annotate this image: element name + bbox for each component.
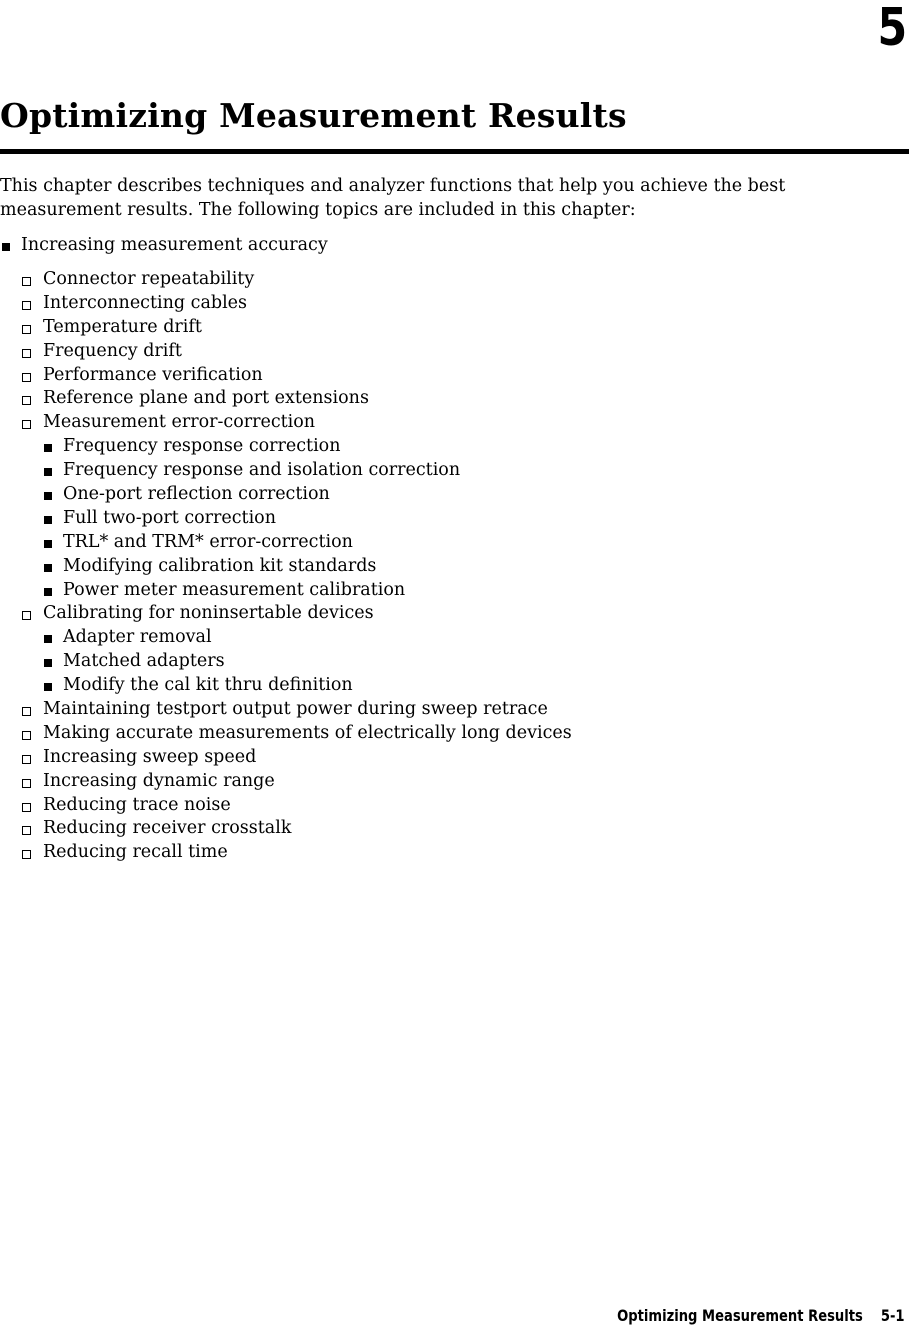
open-square-bullet-icon [22, 349, 31, 358]
intro-paragraph: This chapter describes techniques and analyzer functions that help you achieve the best measurement results. The following topics are included in this chapter: [0, 176, 786, 220]
filled-square-bullet-icon [44, 588, 52, 596]
open-square-bullet-icon [22, 826, 31, 835]
list-item [0, 364, 572, 388]
open-square-bullet-icon [22, 779, 31, 788]
list-item [0, 387, 572, 411]
list-item-text: Reducing recall time [43, 842, 228, 863]
open-square-bullet-icon [22, 755, 31, 764]
filled-square-bullet-icon [44, 492, 52, 500]
topic-list [0, 234, 572, 865]
list-item [0, 483, 572, 507]
list-item [0, 316, 572, 340]
list-item-text: Frequency response correction [63, 436, 341, 457]
list-item [0, 817, 572, 841]
list-item [0, 435, 572, 459]
list-item-text: Increasing sweep speed [43, 746, 257, 767]
list-item [0, 626, 572, 650]
chapter-title: Optimizing Measurement Results [0, 96, 627, 135]
list-item [0, 579, 572, 603]
list-item [0, 698, 572, 722]
list-item-text: Power meter measurement calibration [63, 579, 406, 600]
list-item-text: TRL* and TRM* error-correction [63, 531, 353, 552]
list-item-text: Modifying calibration kit standards [63, 555, 377, 576]
open-square-bullet-icon [22, 301, 31, 310]
list-item [0, 770, 572, 794]
page-number: 5-1 [881, 1306, 905, 1325]
open-square-bullet-icon [22, 277, 31, 286]
open-square-bullet-icon [22, 707, 31, 716]
list-item-text: Frequency drift [43, 340, 182, 361]
list-item [0, 340, 572, 364]
list-item [0, 841, 572, 865]
open-square-bullet-icon [22, 731, 31, 740]
footer-section-title: Optimizing Measurement Results [617, 1306, 864, 1325]
list-item-text: Increasing dynamic range [43, 770, 275, 791]
list-item [0, 268, 572, 292]
title-rule [0, 149, 909, 154]
list-item-text: Full two-port correction [63, 507, 276, 528]
list-item [0, 555, 572, 579]
filled-square-bullet-icon [44, 468, 52, 476]
list-item-text: Reducing trace noise [43, 794, 231, 815]
open-square-bullet-icon [22, 396, 31, 405]
list-item-text: Adapter removal [63, 627, 212, 648]
list-item-text: Maintaining testport output power during sweep retrace [43, 699, 548, 720]
filled-square-bullet-icon [44, 540, 52, 548]
open-square-bullet-icon [22, 420, 31, 429]
open-square-bullet-icon [22, 611, 31, 620]
list-item-text: Increasing measurement accuracy [21, 235, 328, 255]
list-item-text: Temperature drift [43, 316, 202, 337]
filled-square-bullet-icon [44, 635, 52, 643]
filled-square-bullet-icon [44, 444, 52, 452]
list-item-text: Interconnecting cables [43, 292, 248, 313]
filled-square-bullet-icon [44, 516, 52, 524]
list-item-text: One-port reflection correction [63, 484, 330, 505]
list-item [0, 292, 572, 316]
list-item [0, 722, 572, 746]
page-footer [618, 1306, 905, 1326]
list-item [0, 531, 572, 555]
filled-square-bullet-icon [44, 659, 52, 667]
list-item-text: Performance verification [43, 364, 263, 385]
open-square-bullet-icon [22, 850, 31, 859]
list-item [0, 411, 572, 435]
list-item-text: Modify the cal kit thru definition [63, 675, 353, 696]
list-item [0, 650, 572, 674]
list-item [0, 507, 572, 531]
list-item-text: Reference plane and port extensions [43, 388, 369, 409]
open-square-bullet-icon [22, 325, 31, 334]
list-item-text: Frequency response and isolation correction [63, 460, 461, 481]
list-item-text: Reducing receiver crosstalk [43, 818, 292, 839]
list-item [0, 794, 572, 818]
list-item [0, 674, 572, 698]
filled-square-bullet-icon [2, 243, 10, 251]
list-item [0, 746, 572, 770]
list-item-text: Calibrating for noninsertable devices [43, 603, 374, 624]
list-item [0, 459, 572, 483]
open-square-bullet-icon [22, 803, 31, 812]
list-item [0, 602, 572, 626]
list-item-text: Measurement error-correction [43, 412, 316, 433]
open-square-bullet-icon [22, 373, 31, 382]
list-item-text: Connector repeatability [43, 269, 255, 289]
list-item-text: Matched adapters [63, 651, 225, 672]
list-item [0, 234, 572, 268]
chapter-number: 5 [877, 0, 907, 58]
filled-square-bullet-icon [44, 564, 52, 572]
filled-square-bullet-icon [44, 683, 52, 691]
list-item-text: Making accurate measurements of electrically long devices [43, 722, 572, 743]
